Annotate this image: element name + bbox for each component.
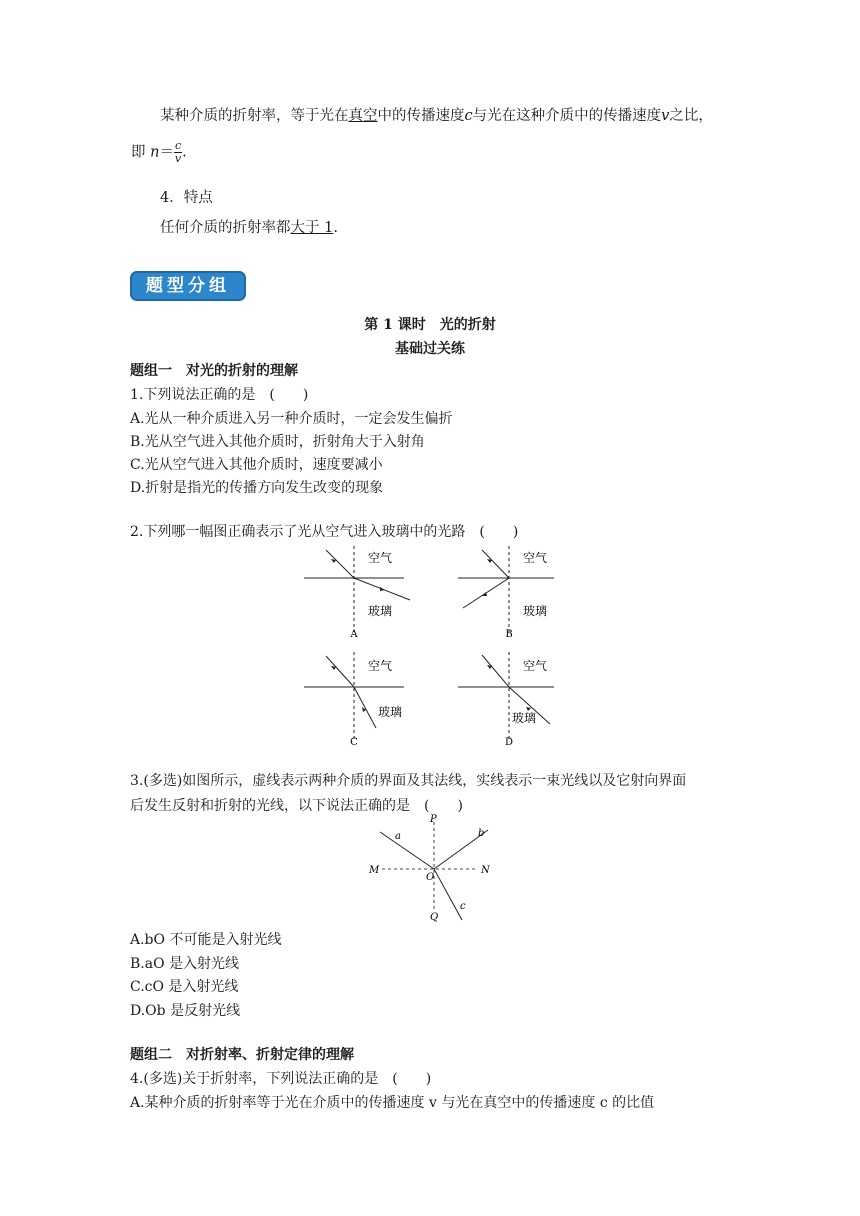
fraction-numerator: c (174, 139, 182, 152)
q3-option-c: C.cO 是入射光线 (130, 979, 239, 995)
q2-figures (290, 542, 570, 752)
equals-sign: ＝ (159, 144, 174, 161)
q2-figure-d (458, 652, 554, 748)
q4-option-a: A.某种介质的折射率等于光在介质中的传播速度 v 与光在真空中的传播速度 c 的比值 (130, 1095, 655, 1111)
figure-label-c: C (350, 737, 358, 748)
group2-title: 题组二 对折射率、折射定律的理解 (130, 1047, 354, 1063)
q1-option-a: A.光从一种介质进入另一种介质时，一定会发生偏折 (130, 411, 453, 427)
q3-figure (360, 812, 510, 924)
symbol-v: v (661, 108, 670, 124)
glass-label: 玻璃 (512, 711, 537, 725)
fraction-c-over-v (174, 140, 182, 165)
air-label: 空气 (368, 551, 393, 565)
group1-title: 题组一 对光的折射的理解 (130, 363, 298, 379)
feature-heading: 4．特点 (160, 190, 213, 206)
incident-ray (482, 550, 509, 578)
label-n: N (481, 865, 490, 876)
air-label: 空气 (368, 659, 393, 673)
definition-text: 即 (131, 144, 146, 161)
q1-option-b: B.光从空气进入其他介质时，折射角大于入射角 (130, 434, 425, 450)
q3-option-a: A.bO 不可能是入射光线 (130, 932, 282, 948)
label-m: M (369, 865, 380, 876)
glass-label: 玻璃 (523, 604, 548, 618)
q3-stem-line-2: 后发生反射和折射的光线，以下说法正确的是 ( ) (130, 798, 463, 814)
figure-label-b: B (505, 629, 513, 640)
definition-text: 与光在这种介质中的传播速度 (472, 108, 662, 124)
symbol-n: n (150, 144, 160, 161)
incident-ray (326, 550, 354, 578)
definition-text: 某种介质的折射率，等于光在 (160, 108, 349, 124)
q2-figure-b (458, 546, 554, 640)
figure-label-a: A (350, 629, 358, 640)
q2-figure-a (304, 546, 410, 640)
air-label: 空气 (523, 551, 548, 565)
q3-option-b: B.aO 是入射光线 (130, 956, 240, 972)
period: . (333, 220, 338, 236)
feature-text (160, 216, 338, 237)
ray-a (380, 832, 434, 869)
q1-option-d: D.折射是指光的传播方向发生改变的现象 (130, 480, 384, 496)
symbol-c: c (464, 108, 473, 124)
label-q: Q (430, 912, 439, 923)
definition-line-1 (160, 104, 713, 125)
label-c: c (460, 901, 466, 912)
figure-label-d: D (504, 737, 514, 748)
q4-stem: 4.(多选)关于折射率，下列说法正确的是 ( ) (130, 1071, 432, 1087)
definition-line-2 (131, 140, 187, 165)
definition-text: 中的传播速度 (377, 108, 465, 124)
label-b: b (478, 828, 485, 839)
lesson-title: 第 1 课时 光的折射 (364, 317, 496, 333)
q3-option-d: D.Ob 是反射光线 (130, 1003, 241, 1019)
section-badge: 题型分组 (130, 271, 246, 301)
air-label: 空气 (523, 659, 548, 673)
definition-text: 之比， (669, 108, 713, 124)
glass-label: 玻璃 (378, 705, 403, 719)
q1-option-c: C.光从空气进入其他介质时，速度要减小 (130, 457, 383, 473)
practice-title: 基础过关练 (395, 341, 465, 357)
fraction-denominator: v (174, 152, 182, 165)
label-p: P (430, 814, 437, 825)
refracted-ray (354, 687, 376, 728)
underlined-term: 真空 (348, 108, 378, 124)
incident-ray (482, 655, 509, 687)
incident-ray (326, 656, 354, 687)
q1-stem: 1.下列说法正确的是 ( ) (130, 387, 309, 403)
glass-label: 玻璃 (368, 604, 393, 618)
q2-stem: 2.下列哪一幅图正确表示了光从空气进入玻璃中的光路 ( ) (130, 524, 519, 540)
q3-stem-line-1: 3.(多选)如图所示，虚线表示两种介质的界面及其法线，实线表示一束光线以及它射向界面 (130, 773, 687, 789)
label-o: O (426, 872, 435, 883)
q2-figure-c (304, 652, 404, 748)
label-a: a (395, 831, 401, 842)
underlined-term: 大于 1 (290, 220, 334, 236)
feature-text-main: 任何介质的折射率都 (160, 220, 291, 236)
period: . (182, 144, 187, 161)
